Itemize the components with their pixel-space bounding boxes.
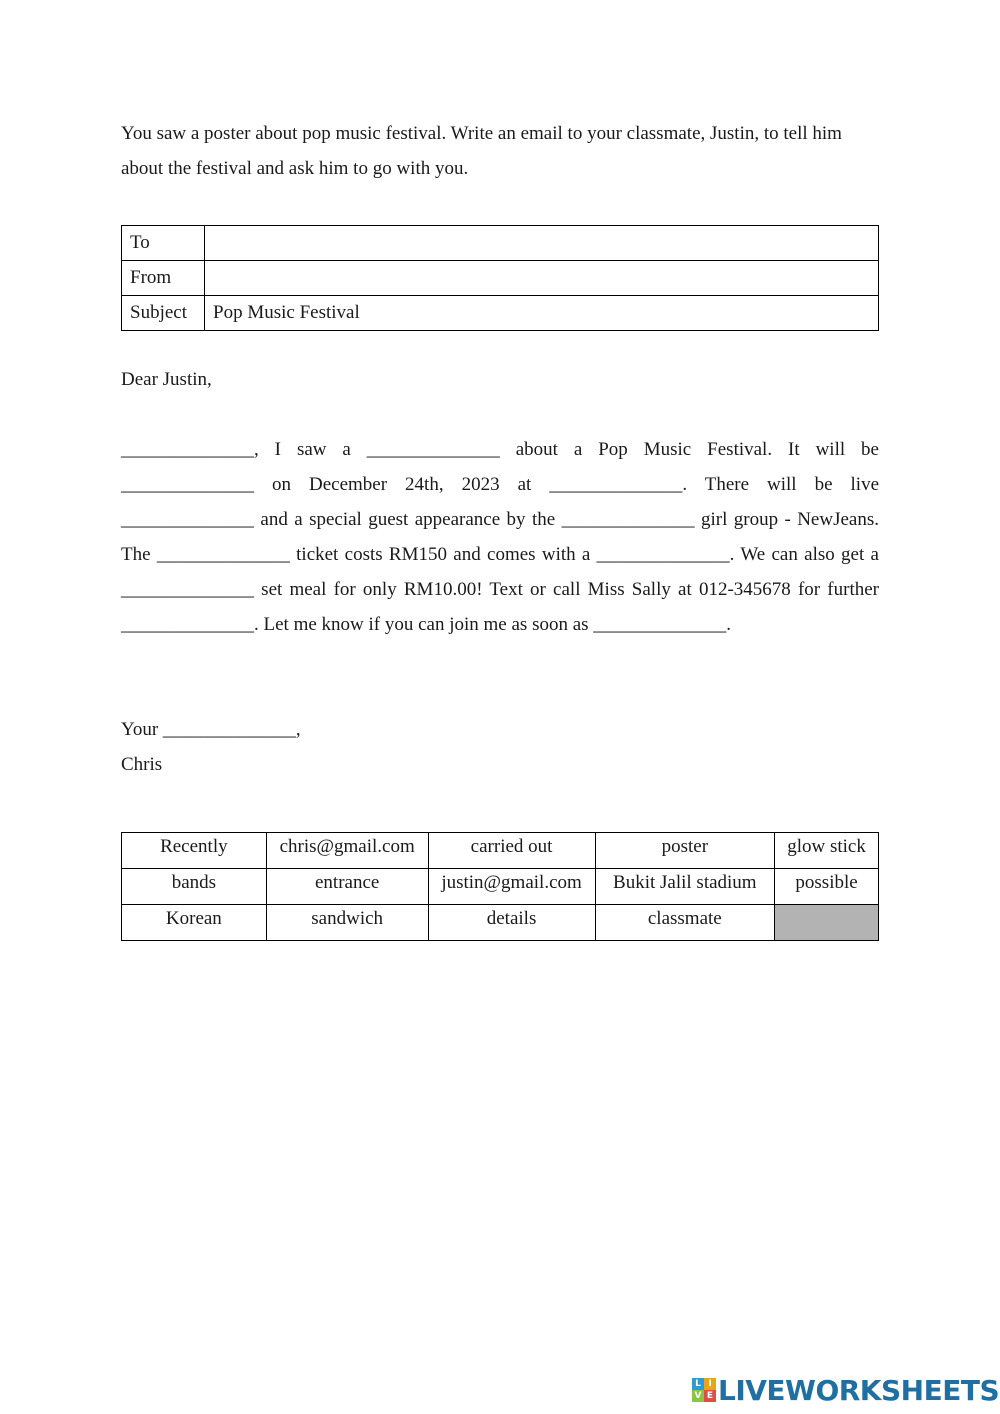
word-bank-cell[interactable]: Recently	[122, 833, 267, 869]
blank-8[interactable]: ______________	[596, 544, 730, 565]
word-bank-cell[interactable]: bands	[122, 869, 267, 905]
email-header-table	[121, 225, 879, 331]
from-field[interactable]	[205, 261, 879, 296]
word-bank-row	[122, 833, 879, 869]
blank-5[interactable]: ______________	[121, 509, 254, 530]
word-bank-cell[interactable]: Korean	[122, 905, 267, 941]
word-bank-cell[interactable]: Bukit Jalil stadium	[595, 869, 775, 905]
closing-comma: ,	[295, 719, 301, 740]
to-row	[122, 226, 879, 261]
word-bank-cell[interactable]: justin@gmail.com	[428, 869, 595, 905]
from-label: From	[122, 261, 205, 296]
blank-7[interactable]: ______________	[156, 544, 290, 565]
blank-11[interactable]: ______________	[593, 614, 727, 635]
body-text-1: , I saw a	[254, 439, 367, 460]
instructions-text: You saw a poster about pop music festival. Write an email to your classmate, Justin, to tell him about the festival and ask him to go with you.	[121, 123, 842, 179]
word-bank-row	[122, 905, 879, 941]
to-field[interactable]	[205, 226, 879, 261]
word-bank-cell[interactable]: poster	[595, 833, 775, 869]
logo-letter-e: E	[704, 1390, 716, 1402]
word-bank-table	[121, 832, 879, 941]
closing-your: Your	[121, 719, 163, 740]
word-bank-cell[interactable]: details	[428, 905, 595, 941]
subject-row	[122, 296, 879, 331]
live-logo-icon	[692, 1378, 716, 1402]
body-text-3: on December 24th, 2023 at	[254, 474, 550, 495]
word-bank-cell[interactable]: possible	[775, 869, 879, 905]
word-bank-cell[interactable]: glow stick	[775, 833, 879, 869]
from-row	[122, 261, 879, 296]
blank-2[interactable]: ______________	[366, 439, 500, 460]
to-label: To	[122, 226, 205, 261]
blank-6[interactable]: ______________	[561, 509, 695, 530]
blank-12[interactable]: ______________	[162, 719, 296, 740]
body-text-7: ticket costs RM150 and comes with a	[289, 544, 597, 565]
signature-name: Chris	[121, 754, 163, 775]
logo-text: LIVEWORKSHEETS	[718, 1373, 1000, 1407]
blank-4[interactable]: ______________	[549, 474, 683, 495]
body-text-4: . There will be live	[682, 474, 879, 495]
subject-label: Subject	[122, 296, 205, 331]
closing	[121, 712, 301, 782]
blank-3[interactable]: ______________	[121, 474, 254, 495]
body-text-9: set meal for only RM10.00! Text or call Miss Sally at 012-345678 for further	[254, 579, 879, 600]
body-text-11: .	[726, 614, 732, 635]
word-bank-cell[interactable]: sandwich	[266, 905, 428, 941]
subject-value: Pop Music Festival	[205, 296, 879, 331]
blank-9[interactable]: ______________	[121, 579, 254, 600]
body-text-2: about a Pop Music Festival. It will be	[499, 439, 879, 460]
body-text-6: girl group - NewJeans. The	[121, 509, 879, 565]
logo-letter-l: L	[692, 1378, 704, 1390]
blank-10[interactable]: ______________	[121, 614, 254, 635]
body-text-8: . We can also get a	[729, 544, 879, 565]
word-bank-empty-cell	[775, 905, 879, 941]
email-body	[121, 432, 879, 642]
word-bank-cell[interactable]: carried out	[428, 833, 595, 869]
salutation: Dear Justin,	[121, 369, 212, 390]
body-text-5: and a special guest appearance by the	[254, 509, 562, 530]
word-bank-cell[interactable]: classmate	[595, 905, 775, 941]
closing-line	[121, 712, 301, 747]
word-bank-row	[122, 869, 879, 905]
blank-1[interactable]: ______________	[121, 439, 254, 460]
word-bank-cell[interactable]: chris@gmail.com	[266, 833, 428, 869]
logo-letter-i: I	[704, 1378, 716, 1390]
body-text-10: . Let me know if you can join me as soon as	[254, 614, 594, 635]
word-bank-cell[interactable]: entrance	[266, 869, 428, 905]
logo-letter-v: V	[692, 1390, 704, 1402]
liveworksheets-logo	[692, 1372, 999, 1408]
